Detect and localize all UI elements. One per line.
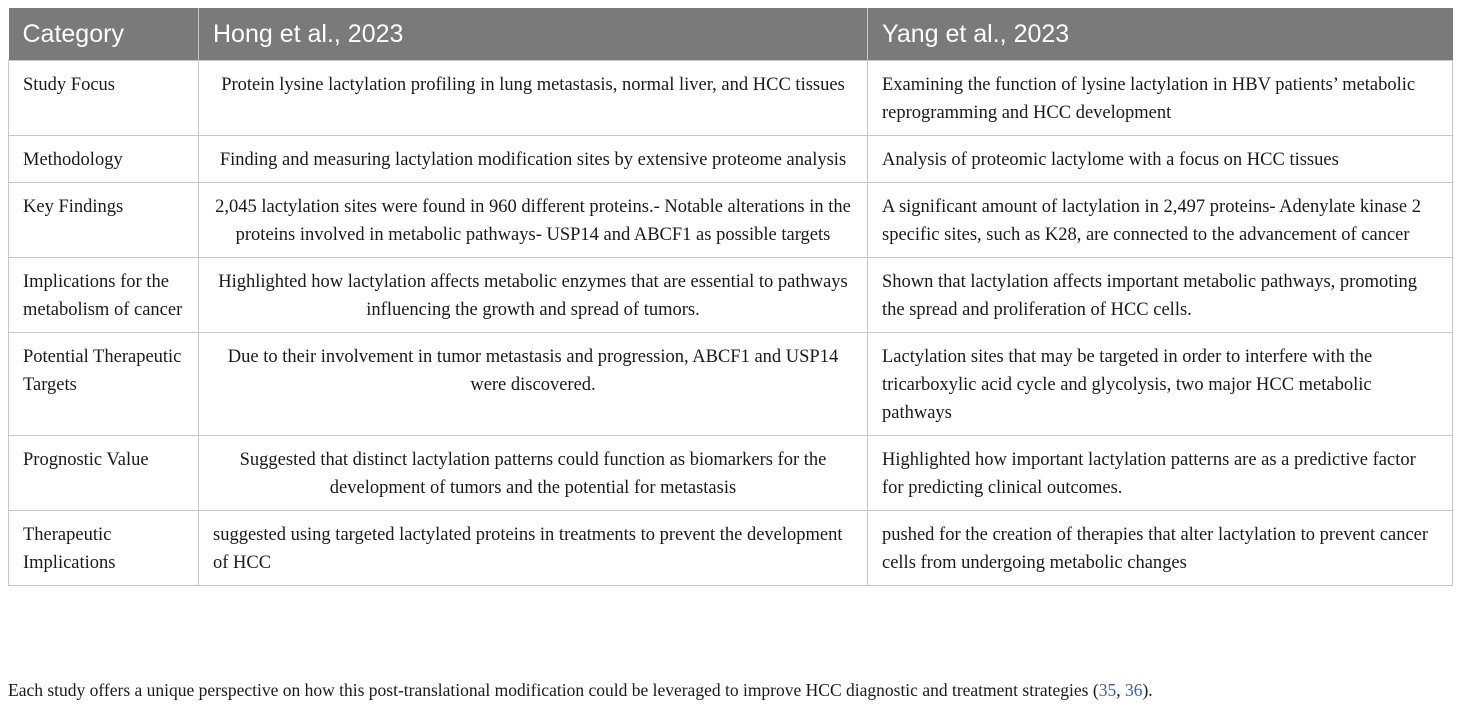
footnote-separator: , — [1116, 680, 1125, 700]
cell-yang: pushed for the creation of therapies that alter lactylation to prevent cancer cells from undergoing metabolic changes — [868, 511, 1453, 586]
cell-hong: Due to their involvement in tumor metastasis and progression, ABCF1 and USP14 were discovered. — [199, 333, 868, 436]
header-category: Category — [9, 8, 199, 61]
table-body — [9, 61, 1453, 586]
cell-yang: Highlighted how important lactylation patterns are as a predictive factor for predicting clinical outcomes. — [868, 436, 1453, 511]
reference-link-35[interactable]: 35 — [1098, 680, 1117, 700]
cell-yang: Lactylation sites that may be targeted in order to interfere with the tricarboxylic acid cycle and glycolysis, two major HCC metabolic pathways — [868, 333, 1453, 436]
table-row — [9, 333, 1453, 436]
cell-hong: Protein lysine lactylation profiling in lung metastasis, normal liver, and HCC tissues — [199, 61, 868, 136]
cell-hong: Finding and measuring lactylation modification sites by extensive proteome analysis — [199, 136, 868, 183]
cell-yang: Analysis of proteomic lactylome with a focus on HCC tissues — [868, 136, 1453, 183]
comparison-table-container — [8, 8, 1452, 586]
cell-category: Key Findings — [9, 183, 199, 258]
header-yang: Yang et al., 2023 — [868, 8, 1453, 61]
table-row — [9, 61, 1453, 136]
table-row — [9, 183, 1453, 258]
cell-hong: suggested using targeted lactylated proteins in treatments to prevent the development of HCC — [199, 511, 868, 586]
table-row — [9, 136, 1453, 183]
cell-hong: Suggested that distinct lactylation patterns could function as biomarkers for the development of tumors and the potential for metastasis — [199, 436, 868, 511]
reference-link-36[interactable]: 36 — [1124, 680, 1143, 700]
footnote-end: ). — [1142, 680, 1153, 700]
cell-category: Prognostic Value — [9, 436, 199, 511]
cell-category: Methodology — [9, 136, 199, 183]
table-footnote — [8, 680, 1153, 701]
cell-category: Implications for the metabolism of cancer — [9, 258, 199, 333]
cell-category: Therapeutic Implications — [9, 511, 199, 586]
cell-hong: Highlighted how lactylation affects metabolic enzymes that are essential to pathways influencing the growth and spread of tumors. — [199, 258, 868, 333]
comparison-table — [8, 8, 1453, 586]
table-row — [9, 258, 1453, 333]
cell-hong: 2,045 lactylation sites were found in 960 different proteins.- Notable alterations in the proteins involved in metabolic pathways- USP14 and ABCF1 as possible targets — [199, 183, 868, 258]
table-header-row — [9, 8, 1453, 61]
table-row — [9, 436, 1453, 511]
cell-yang: A significant amount of lactylation in 2,497 proteins- Adenylate kinase 2 specific sites, such as K28, are connected to the advancement of cancer — [868, 183, 1453, 258]
cell-category: Study Focus — [9, 61, 199, 136]
header-hong: Hong et al., 2023 — [199, 8, 868, 61]
footnote-text: Each study offers a unique perspective on how this post-translational modification could be leveraged to improve HCC diagnostic and treatment strategies ( — [8, 680, 1099, 700]
cell-category: Potential Therapeutic Targets — [9, 333, 199, 436]
table-row — [9, 511, 1453, 586]
cell-yang: Shown that lactylation affects important metabolic pathways, promoting the spread and proliferation of HCC cells. — [868, 258, 1453, 333]
cell-yang: Examining the function of lysine lactylation in HBV patients’ metabolic reprogramming and HCC development — [868, 61, 1453, 136]
